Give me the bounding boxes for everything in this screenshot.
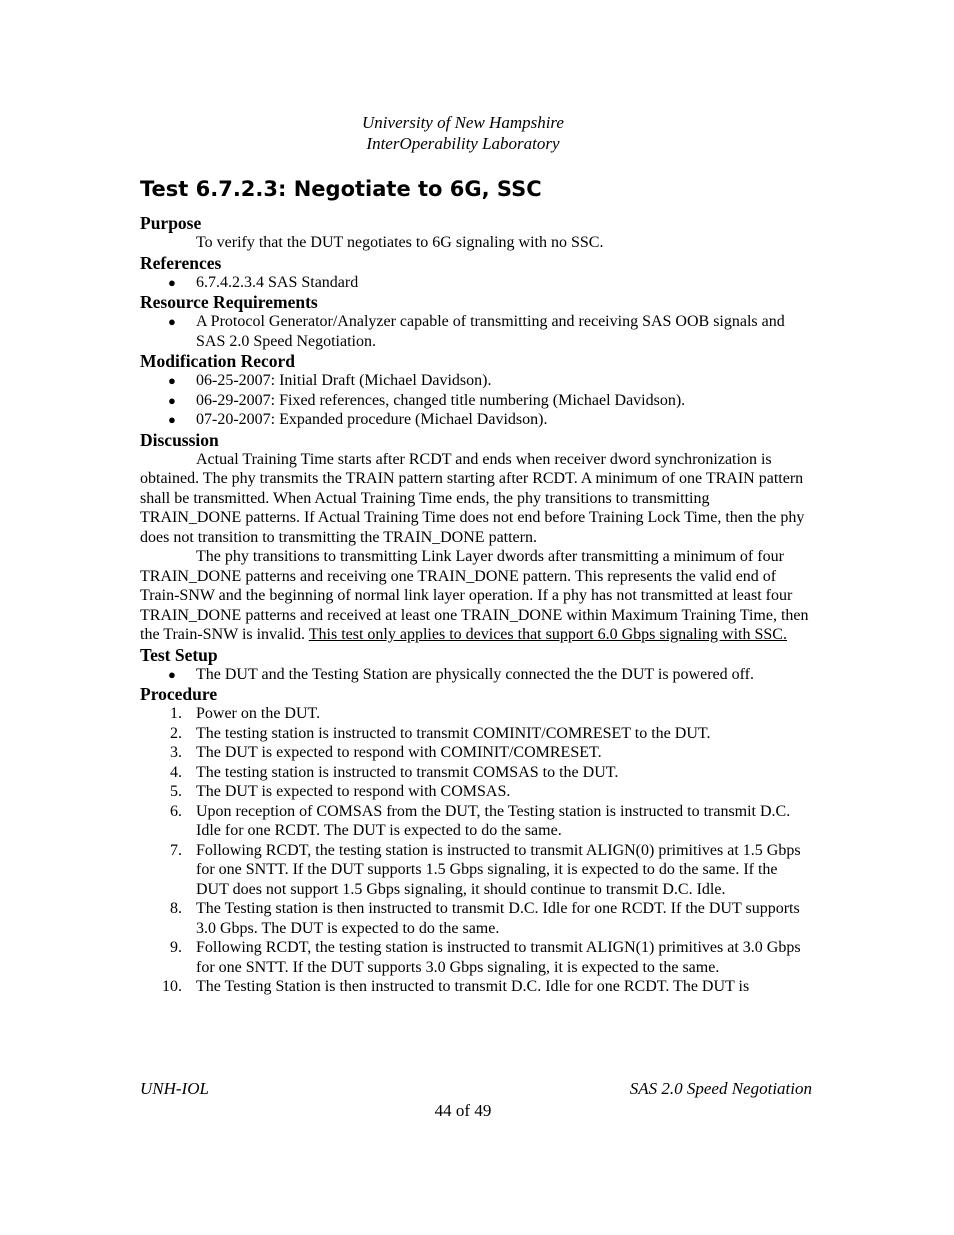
list-item: [140, 312, 812, 351]
discussion-paragraph-2-text: The phy transitions to transmitting Link Layer dwords after transmitting a minimum of four TRAIN_DONE patterns and receiving one TRAIN_DONE pattern. This represents the valid end of Train-SNW and the beginning of normal link layer operation. If a phy has not transmitted at least four TRAIN_DONE patterns and received at least one TRAIN_DONE within Maximum Training Time, then the Train-SNW is invalid.: [140, 548, 809, 643]
list-item-text: 06-25-2007: Initial Draft (Michael Davidson).: [196, 372, 492, 389]
list-item-text: The DUT and the Testing Station are physically connected the the DUT is powered off.: [196, 665, 754, 683]
step-text: The testing station is instructed to transmit COMSAS to the DUT.: [196, 763, 619, 781]
procedure-list: [140, 704, 812, 997]
resources-heading: Resource Requirements: [140, 292, 318, 312]
procedure-step: [140, 743, 812, 763]
list-item: [140, 371, 812, 391]
purpose-heading: Purpose: [140, 213, 202, 233]
modification-heading: Modification Record: [140, 351, 296, 371]
procedure-step: [140, 802, 812, 841]
references-list: [140, 273, 812, 293]
step-number: 2.: [170, 724, 182, 742]
procedure-step: [140, 782, 812, 802]
procedure-step: [140, 977, 812, 997]
list-item-text: 06-29-2007: Fixed references, changed title numbering (Michael Davidson).: [196, 391, 686, 409]
list-item-text: A Protocol Generator/Analyzer capable of transmitting and receiving SAS OOB signals and SAS 2.0 Speed Negotiation.: [196, 313, 785, 350]
bullet-icon: ●: [168, 412, 176, 427]
modification-list: [140, 371, 812, 430]
bullet-icon: ●: [168, 274, 176, 290]
step-text: The Testing station is then instructed to transmit D.C. Idle for one RCDT. If the DUT supports 3.0 Gbps. The DUT is expected to do the same.: [196, 900, 800, 937]
step-number: 5.: [170, 783, 182, 800]
step-text: The testing station is instructed to transmit COMINIT/COMRESET to the DUT.: [196, 724, 711, 742]
footer-org: UNH-IOL: [140, 1079, 209, 1098]
step-text: Following RCDT, the testing station is instructed to transmit ALIGN(0) primitives at 1.5 Gbps for one SNTT. If the DUT supports 1.5 Gbps signaling, it is expected to do the same. If the DUT does not support 1.5 Gbps signaling, it should continue to transmit D.C. Idle.: [196, 841, 801, 898]
step-text: Power on the DUT.: [196, 705, 321, 722]
list-item: [140, 665, 812, 685]
step-text: Upon reception of COMSAS from the DUT, the Testing station is instructed to transmit D.C. Idle for one RCDT. The DUT is expected to do the same.: [196, 802, 791, 839]
bullet-icon: ●: [168, 666, 176, 682]
bullet-icon: ●: [168, 392, 176, 408]
discussion-paragraph-2: [140, 547, 812, 645]
bullet-icon: ●: [168, 314, 176, 329]
step-text: The DUT is expected to respond with COMINIT/COMRESET.: [196, 744, 602, 761]
list-item-text: 07-20-2007: Expanded procedure (Michael Davidson).: [196, 411, 548, 428]
discussion-paragraph-1: Actual Training Time starts after RCDT and ends when receiver dword synchronization is obtained. The phy transmits the TRAIN pattern starting after RCDT. A minimum of one TRAIN pattern shall be transmitted. When Actual Training Time ends, the phy transitions to transmitting TRAIN_DONE patterns. If Actual Training Time does not end before Training Lock Time, then the phy does not transition to transmitting the TRAIN_DONE pattern.: [140, 450, 805, 546]
step-text: The Testing Station is then instructed to transmit D.C. Idle for one RCDT. The DUT is: [196, 978, 750, 995]
list-item: [140, 273, 812, 293]
step-number: 4.: [170, 763, 182, 781]
discussion-heading: Discussion: [140, 429, 219, 450]
procedure-step: [140, 704, 812, 724]
header-university: University of New Hampshire: [362, 113, 564, 132]
step-number: 10.: [162, 978, 182, 995]
step-number: 8.: [170, 900, 182, 917]
step-number: 7.: [170, 841, 182, 859]
setup-heading: Test Setup: [140, 644, 218, 665]
page-header: [0, 112, 926, 154]
step-number: 9.: [170, 939, 182, 956]
resources-list: [140, 312, 812, 351]
step-text: Following RCDT, the testing station is instructed to transmit ALIGN(1) primitives at 3.0 Gbps for one SNTT. If the DUT supports 3.0 Gbps signaling, it is expected to the same.: [196, 939, 801, 976]
test-title: Test 6.7.2.3: Negotiate to 6G, SSC: [140, 177, 542, 201]
procedure-step: [140, 763, 812, 783]
header-lab: InterOperability Laboratory: [366, 134, 560, 153]
procedure-step: [140, 841, 812, 900]
list-item: [140, 410, 812, 430]
step-text: The DUT is expected to respond with COMSAS.: [196, 783, 511, 800]
footer-document-title: SAS 2.0 Speed Negotiation: [629, 1079, 812, 1098]
setup-list: [140, 665, 812, 685]
procedure-step: [140, 724, 812, 744]
list-item-text: 6.7.4.2.3.4 SAS Standard: [196, 273, 359, 291]
purpose-text: To verify that the DUT negotiates to 6G signaling with no SSC.: [196, 234, 604, 251]
list-item: [140, 391, 812, 411]
step-number: 6.: [170, 802, 182, 820]
applicability-note: This test only applies to devices that support 6.0 Gbps signaling with SSC.: [308, 626, 787, 643]
step-number: 1.: [170, 705, 182, 722]
references-heading: References: [140, 252, 222, 273]
procedure-heading: Procedure: [140, 684, 218, 704]
bullet-icon: ●: [168, 373, 176, 388]
page-number: 44 of 49: [434, 1101, 492, 1120]
step-number: 3.: [170, 744, 182, 761]
procedure-step: [140, 938, 812, 977]
procedure-step: [140, 899, 812, 938]
document-body: [140, 175, 812, 997]
